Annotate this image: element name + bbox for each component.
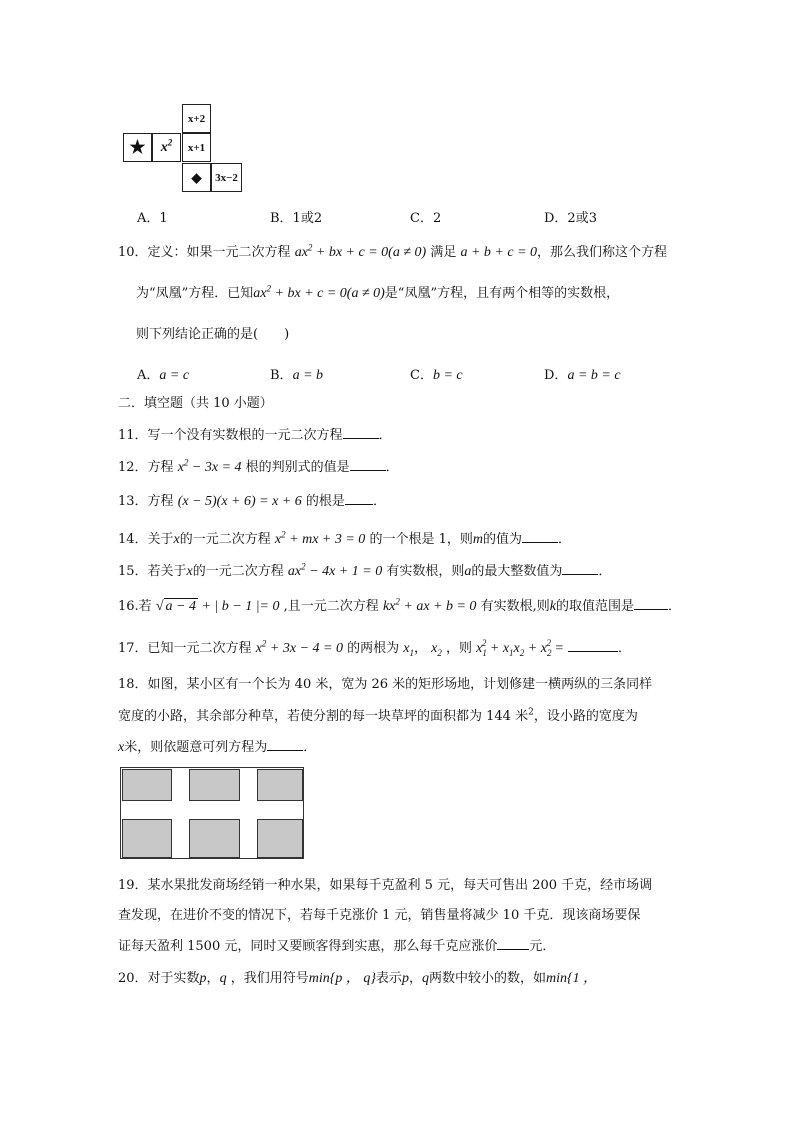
q19-line1: 19．某水果批发商场经销一种水果，如果每千克盈利 5 元，每天可售出 200 千克，经市场调 <box>118 878 653 893</box>
q15: 15．若关于x的一元二次方程 $ax^2 - 4x + 1 = 0$ 有实数根，则a的最大整数值为 ． <box>118 561 612 579</box>
cube-face-bottom: 3x−2 <box>211 163 242 192</box>
grass-plot <box>257 769 303 801</box>
q19-line2: 查发现，在进价不变的情况下，若每千克涨价 1 元，销售量将减少 10 千克．现该商场要保 <box>118 908 641 923</box>
q16: 16.若 √ a − 4 + | b − 1 |= 0 ,且一元二次方程 $kx^2$ + ax + b = 0 有实数根,则k的取值范围是 ． <box>118 596 681 614</box>
cube-face-diamond <box>182 163 211 192</box>
q9-option-c: C．2 <box>410 211 442 226</box>
q11: 11．写一个没有实数根的一元二次方程 ． <box>118 425 392 446</box>
star-icon: ★ <box>129 137 146 157</box>
grass-plot <box>189 769 240 801</box>
q13: 13．方程 (x − 5)(x + 6) = x + 6 的根是 ． <box>118 491 386 512</box>
q19-line3: 证每天盈利 1500 元，同时又要顾客得到实惠，那么每千克应涨价 元． <box>118 936 555 957</box>
cube-face-star <box>123 133 152 162</box>
q10-line3: 则下列结论正确的是( ) <box>136 327 290 342</box>
q9-option-d: D．2或3 <box>544 211 597 226</box>
q10-line2: 为“凤凰”方程．已知$ax^2$ + bx + c = 0(a ≠ 0)是“凤凰”方程，且有两个相等的实数根， <box>136 283 620 301</box>
q9-option-a: A．1 <box>137 211 168 226</box>
grass-plot <box>122 819 172 858</box>
q20: 20．对于实数p，q ，我们用符号min{p ， q}表示p，q两数中较小的数，如min{1 ， <box>118 971 598 986</box>
q18-line2: 宽度的小路，其余部分种草，若使分割的每一块草坪的面积都为 144 米$^2$，设小路的宽度为 <box>118 707 638 724</box>
cube-face-x2: $x^2$ <box>152 133 181 162</box>
grass-plot <box>189 819 240 858</box>
cube-face-mid: x+1 <box>182 133 211 162</box>
q9-option-b: B．1或2 <box>270 211 323 226</box>
q18-line1: 18．如图，某小区有一个长为 40 米，宽为 26 米的矩形场地，计划修建一横两纵的三条同样 <box>118 677 653 692</box>
q10-option-d: D．a = b = c <box>544 368 621 383</box>
q10-option-b: B．a = b <box>270 368 324 383</box>
diamond-icon: ◆ <box>191 169 202 185</box>
grass-plot <box>122 769 172 801</box>
cube-face-top: x+2 <box>182 104 211 133</box>
grass-plot <box>257 819 303 858</box>
section-title: 二．填空题（共 10 小题） <box>118 396 273 411</box>
q10-line1: 10．定义：如果一元二次方程 $ax^2$ + bx + c = 0(a ≠ 0) 满足 a + b + c = 0，那么我们称这个方程 <box>118 242 668 260</box>
q10-option-a: A．a = c <box>137 368 190 383</box>
q12: 12．方程 $x^2 - 3x = 4$ 根的判别式的值是 ． <box>118 457 399 475</box>
q10-option-c: C．b = c <box>410 368 463 383</box>
q18-line3: x米，则依题意可列方程为 ． <box>118 737 316 758</box>
q17: 17．已知一元二次方程 $x^2 + 3x - 4 = 0$ 的两根为 $x_1$， $x_2$ ，则 $x_1^2 + x_1x_2 + x_2^2$ = ． <box>118 638 632 658</box>
field-figure <box>120 767 304 859</box>
q14: 14．关于x的一元二次方程 $x^2$ + mx + 3 = 0 的一个根是 1，则m的值为 ． <box>118 529 572 547</box>
